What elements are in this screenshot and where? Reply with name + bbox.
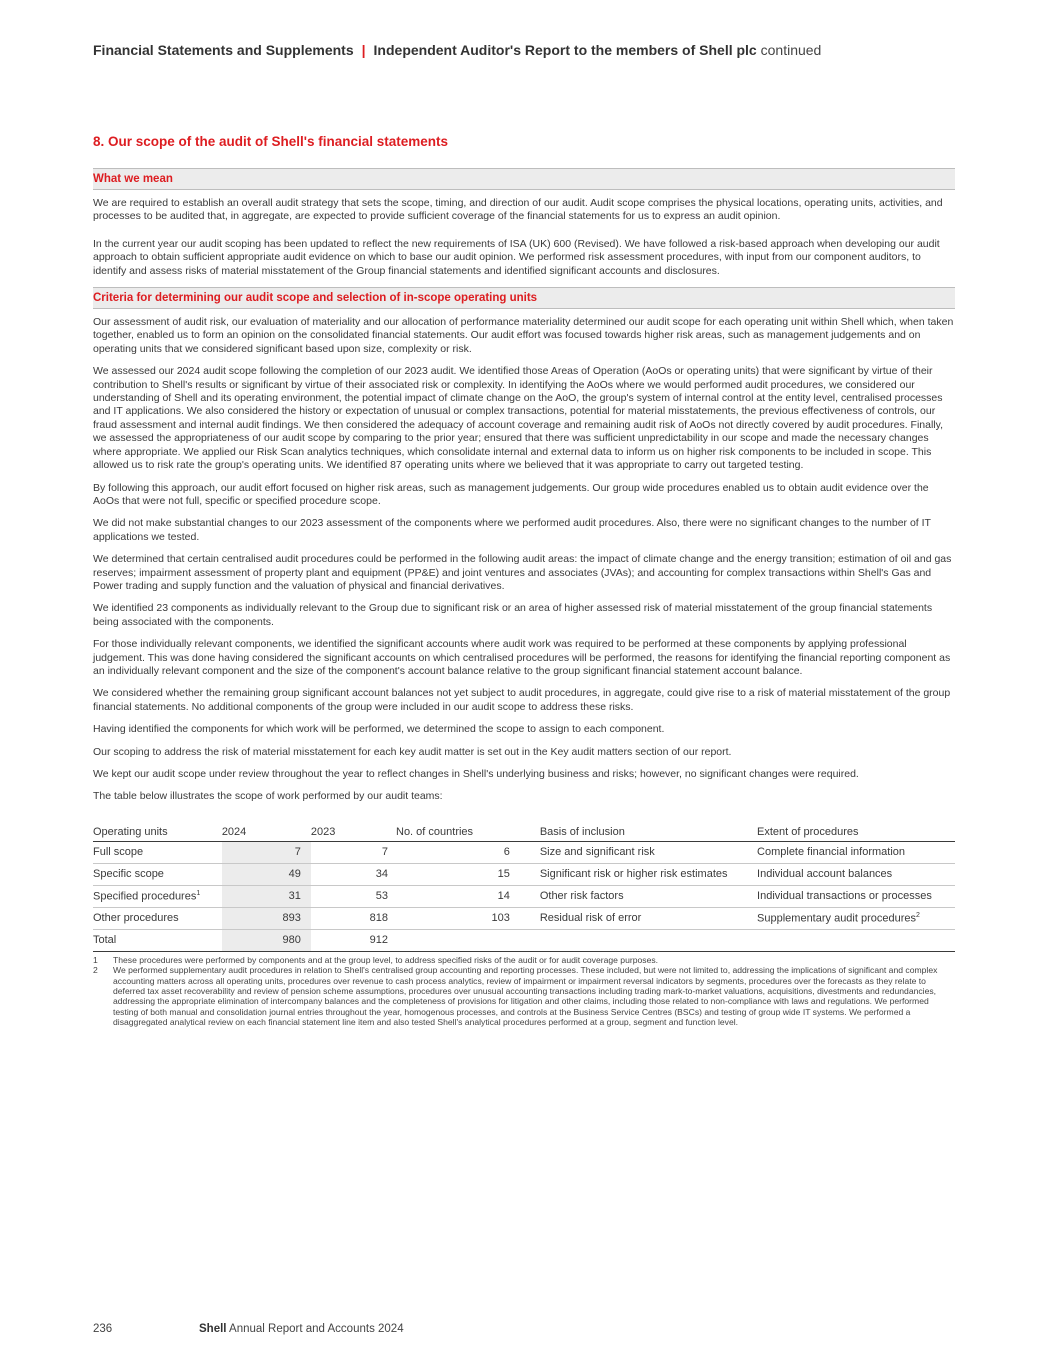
cell-basis: Size and significant risk xyxy=(520,841,757,863)
cell-total-label: Total xyxy=(93,929,222,951)
cell-2023: 34 xyxy=(311,863,396,885)
cell-2023: 818 xyxy=(311,907,396,929)
scope-table xyxy=(93,820,955,952)
criteria-paragraph-1: Our assessment of audit risk, our evaluation of materiality and our allocation of performance materiality determined our audit scope for each operating unit within Shell which, when taken together, enabled us to form an opinion on the consolidated financial statements. Our audit effort was focused towards higher risk areas, such as management judgements and on operating units that we considered significant based upon size, complexity or risk. xyxy=(93,316,954,355)
footer-publication: Annual Report and Accounts 2024 xyxy=(229,1323,404,1335)
header-separator: | xyxy=(361,42,366,58)
what-we-mean-heading: What we mean xyxy=(93,168,955,190)
cell-total-2023: 912 xyxy=(311,929,396,951)
footnote-1 xyxy=(93,955,955,965)
main-content xyxy=(93,134,955,1028)
col-operating-units: Operating units xyxy=(93,820,222,842)
page-footer xyxy=(93,1323,404,1335)
footnote-2 xyxy=(93,965,955,1027)
cell-2024: 893 xyxy=(222,907,311,929)
criteria-paragraph-5: We determined that certain centralised audit procedures could be performed in the following audit areas: the impact of climate change and the energy transition; estimation of oil and gas reserves; impairment assessment of property plant and equipment (PP&E) and joint ventures and associates (JVAs); and accounting for complex transactions within Shell's Gas and Power trading and supply function and the valuation of physical and financial derivatives. xyxy=(93,553,952,592)
cell-countries: 14 xyxy=(396,885,520,907)
cell-2023: 7 xyxy=(311,841,396,863)
table-row xyxy=(93,885,955,907)
col-basis: Basis of inclusion xyxy=(520,820,757,842)
footnote-ref-2: 2 xyxy=(916,911,920,919)
col-extent: Extent of procedures xyxy=(757,820,955,842)
table-row xyxy=(93,863,955,885)
criteria-paragraph-6: We identified 23 components as individually relevant to the Group due to significant risk or an area of higher assessed risk of material misstatement of the group financial statements being associated with the components. xyxy=(93,602,933,628)
cell-empty xyxy=(396,929,520,951)
criteria-paragraph-3: By following this approach, our audit effort focused on higher risk areas, such as management judgements. Our group wide procedures enabled us to obtain audit evidence over the AoOs that were not full, specific or specified procedure scope. xyxy=(93,481,929,507)
footer-brand: Shell xyxy=(199,1323,227,1335)
cell-unit: Other procedures xyxy=(93,907,222,929)
header-continued: continued xyxy=(760,42,822,58)
cell-countries: 15 xyxy=(396,863,520,885)
footnote-ref-1: 1 xyxy=(196,889,201,897)
cell-empty xyxy=(520,929,757,951)
col-2023: 2023 xyxy=(311,820,396,842)
footnotes xyxy=(93,955,955,1028)
cell-extent: Complete financial information xyxy=(757,841,955,863)
criteria-paragraph-10: Our scoping to address the risk of material misstatement for each key audit matter is set out in the Key audit matters section of our report. xyxy=(93,745,732,758)
cell-extent: Supplementary audit procedures$^2$ xyxy=(757,907,955,929)
footnote-number: 2 xyxy=(93,965,98,976)
cell-total-2024: 980 xyxy=(222,929,311,951)
col-2024: 2024 xyxy=(222,820,311,842)
header-title: Independent Auditor's Report to the members of Shell plc xyxy=(373,42,757,58)
table-row xyxy=(93,841,955,863)
page-number: 236 xyxy=(93,1323,113,1335)
cell-countries: 6 xyxy=(396,841,520,863)
table-total-row xyxy=(93,929,955,951)
what-we-mean-paragraph-1: We are required to establish an overall audit strategy that sets the scope, timing, and direction of our audit. Audit scope comprises the physical locations, operating units, activities, and processes to be audited that, in aggregate, are expected to provide sufficient coverage of the financial statements for us to express an audit opinion. xyxy=(93,197,943,223)
cell-2024: 7 xyxy=(222,841,311,863)
criteria-paragraph-11: We kept our audit scope under review throughout the year to reflect changes in Shell's underlying business and risks; however, no significant changes were required. xyxy=(93,768,859,780)
footnote-text: These procedures were performed by components and at the group level, to address specified risks of the audit or for audit coverage purposes. xyxy=(113,954,659,965)
criteria-paragraph-9: Having identified the components for which work will be performed, we determined the scope to assign to each component. xyxy=(93,723,665,736)
criteria-paragraph-2: We assessed our 2024 audit scope following the completion of our 2023 audit. We identified those Areas of Operation (AoOs or operating units) that were significant by virtue of their contribution to Shell's results or significant by virtue of their associated risk or complexity. In identifying the AoOs where we would performed audit procedures, we considered our understanding of Shell and its operating environment, the potential impact of climate change on the AoO, the group's system of internal control at the entity level, centralised processes and IT applications. We also considered the history or expectation of unusual or complex transactions, potential for material misstatements, the previous effectiveness of controls, our fraud assessment and internal audit findings. We then considered the adequacy of account coverage and remaining audit risk of AoOs not directly covered by audit procedures. Finally, we assessed the appropriateness of our audit scope by comparing to the prior year; ensured that there was sufficient unpredictability in our scope and made the necessary changes where appropriate. We applied our Risk Scan analytics techniques, which consolidate internal and external data to inform us on higher risk components to be included in scope. This allowed us to risk rate the group's operating units. We identified 87 operating units where we believed that it was appropriate to carry out targeted testing. xyxy=(93,365,944,472)
footnote-text: We performed supplementary audit procedures in relation to Shell's centralised group accounting and reporting processes. These included, but were not limited to, addressing the implications of significant and complex accounting matters across all operating units, procedures over revenue to cash process analytics, review of impairment or impairment reversal indicators by segments, procedures over the forecasts as they relate to deferred tax asset recoverability and review of pension scheme assumptions, procedures over unusual accounting transactions including trading mark-to-market valuations, acquisitions, divestments and redundancies, addressing the appropriate elimination of intercompany balances and the completeness of provisions for litigation and other claims, including those related to non-compliance with laws and regulations. We performed testing of both manual and consolidation journal entries throughout the year, homogenous processes, and controls at the Business Service Centres (BSCs) and testing of group wide IT systems. We performed a disaggregated analytical review on each financial statement line item and also tested Shell's analytical procedures performed at a group, segment and function level. xyxy=(113,965,938,1028)
cell-countries: 103 xyxy=(396,907,520,929)
cell-2024: 31 xyxy=(222,885,311,907)
section-title: 8. Our scope of the audit of Shell's financial statements xyxy=(93,134,449,149)
criteria-paragraph-4: We did not make substantial changes to our 2023 assessment of the components where we performed audit procedures. Also, there were no significant changes to the number of IT applications we tested. xyxy=(93,517,931,543)
what-we-mean-paragraph-2: In the current year our audit scoping has been updated to reflect the new requirements of ISA (UK) 600 (Revised). We have followed a risk-based approach when developing our audit approach to obtain sufficient appropriate audit evidence on which to base our audit opinion. We performed risk assessment procedures, with input from our component auditors, to identify and assess risks of material misstatement of the Group financial statements and identified significant accounts and disclosures. xyxy=(93,237,940,277)
cell-unit: Full scope xyxy=(93,841,222,863)
cell-basis: Significant risk or higher risk estimates xyxy=(520,863,757,885)
footnote-number: 1 xyxy=(93,954,98,965)
criteria-paragraph-8: We considered whether the remaining group significant account balances not yet subject to audit procedures, in aggregate, could give rise to a risk of material misstatement of the group financial statements. No additional components of the group were included in our audit scope to address these risks. xyxy=(93,687,951,713)
cell-basis: Residual risk of error xyxy=(520,907,757,929)
cell-extent: Individual account balances xyxy=(757,863,955,885)
cell-2023: 53 xyxy=(311,885,396,907)
col-countries: No. of countries xyxy=(396,820,520,842)
criteria-paragraph-12: The table below illustrates the scope of work performed by our audit teams: xyxy=(93,790,443,803)
cell-unit: Specified procedures$^1$ xyxy=(93,885,222,907)
criteria-paragraph-7: For those individually relevant components, we identified the significant accounts where audit work was required to be performed at these components by applying professional judgement. This was done having considered the significant accounts on which centralised procedures will be performed, the reasons for identifying the financial reporting component as an individually relevant component and the size of the component's account balance relative to the group significant financial statement account balance. xyxy=(93,638,951,677)
table-header-row xyxy=(93,820,955,842)
criteria-heading: Criteria for determining our audit scope and selection of in-scope operating units xyxy=(93,287,955,309)
cell-empty xyxy=(757,929,955,951)
cell-unit: Specific scope xyxy=(93,863,222,885)
table-row xyxy=(93,907,955,929)
cell-basis: Other risk factors xyxy=(520,885,757,907)
cell-2024: 49 xyxy=(222,863,311,885)
cell-extent: Individual transactions or processes xyxy=(757,885,955,907)
running-header xyxy=(93,42,821,58)
header-section: Financial Statements and Supplements xyxy=(93,42,354,58)
